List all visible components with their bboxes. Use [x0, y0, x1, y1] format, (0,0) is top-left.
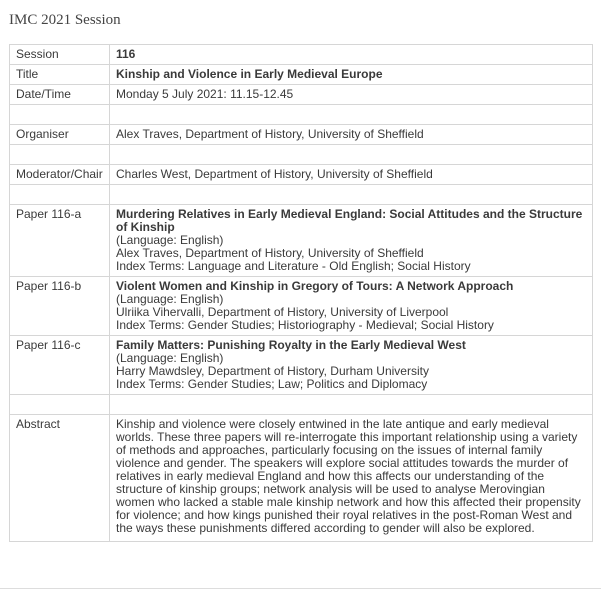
paper-a-title: Murdering Relatives in Early Medieval England: Social Attitudes and the Structure of Kinship	[116, 207, 583, 234]
session-label: Session	[10, 45, 110, 65]
paper-c-details	[110, 336, 593, 395]
abstract-label: Abstract	[10, 415, 110, 542]
organiser-label: Organiser	[10, 125, 110, 145]
title-value	[110, 65, 593, 85]
paper-a-author: Alex Traves, Department of History, University of Sheffield	[116, 246, 424, 260]
organiser-value: Alex Traves, Department of History, University of Sheffield	[110, 125, 593, 145]
moderator-label: Moderator/Chair	[10, 165, 110, 185]
spacer-cell	[110, 185, 593, 205]
paper-b-language: (Language: English)	[116, 292, 224, 306]
spacer-cell	[10, 395, 110, 415]
paper-c-language: (Language: English)	[116, 351, 224, 365]
title-label: Title	[10, 65, 110, 85]
spacer-row	[10, 105, 593, 125]
spacer-cell	[110, 145, 593, 165]
session-value	[110, 45, 593, 65]
paper-c-index-terms: Index Terms: Gender Studies; Law; Politics and Diplomacy	[116, 377, 428, 391]
row-paper-c	[10, 336, 593, 395]
paper-c-label: Paper 116-c	[10, 336, 110, 395]
paper-a-language: (Language: English)	[116, 233, 224, 247]
row-title	[10, 65, 593, 85]
datetime-label: Date/Time	[10, 85, 110, 105]
spacer-cell	[10, 145, 110, 165]
datetime-value: Monday 5 July 2021: 11.15-12.45	[110, 85, 593, 105]
spacer-cell	[10, 105, 110, 125]
spacer-cell	[110, 105, 593, 125]
row-datetime	[10, 85, 593, 105]
session-table	[9, 44, 593, 542]
paper-b-author: Ulriika Vihervalli, Department of History, University of Liverpool	[116, 305, 449, 319]
row-organiser	[10, 125, 593, 145]
row-paper-a	[10, 205, 593, 277]
bottom-divider	[0, 588, 601, 589]
paper-b-details	[110, 277, 593, 336]
abstract-text: Kinship and violence were closely entwined in the late antique and early medieval worlds. These three papers will re-interrogate this important relationship using a variety of methods and approaches, particularly focusing on the issues of internal family violence and gender. The speakers will explore social attitudes towards the murder of relatives in early medieval England and how this affects our understanding of the structure of kinship groups; network analysis will be used to analyse Merovingian women who lacked a stable male kinship network and how this affected their propensity for violence; and how kings punished their royal relatives in the post-Roman West and the ways these punishments differed according to gender will also be explored.	[116, 417, 581, 535]
spacer-row	[10, 145, 593, 165]
paper-a-details	[110, 205, 593, 277]
spacer-cell	[110, 395, 593, 415]
paper-a-label: Paper 116-a	[10, 205, 110, 277]
abstract-cell	[110, 415, 593, 542]
row-abstract	[10, 415, 593, 542]
session-title: Kinship and Violence in Early Medieval Europe	[116, 67, 383, 81]
row-paper-b	[10, 277, 593, 336]
spacer-row	[10, 395, 593, 415]
paper-b-label: Paper 116-b	[10, 277, 110, 336]
row-session	[10, 45, 593, 65]
spacer-row	[10, 185, 593, 205]
paper-a-index-terms: Index Terms: Language and Literature - Old English; Social History	[116, 259, 471, 273]
row-moderator	[10, 165, 593, 185]
session-number: 116	[116, 47, 136, 61]
spacer-cell	[10, 185, 110, 205]
paper-b-title: Violent Women and Kinship in Gregory of Tours: A Network Approach	[116, 279, 514, 293]
paper-b-index-terms: Index Terms: Gender Studies; Historiography - Medieval; Social History	[116, 318, 494, 332]
paper-c-author: Harry Mawdsley, Department of History, Durham University	[116, 364, 429, 378]
page-title: IMC 2021 Session	[9, 12, 121, 28]
paper-c-title: Family Matters: Punishing Royalty in the Early Medieval West	[116, 338, 466, 352]
moderator-value: Charles West, Department of History, University of Sheffield	[110, 165, 593, 185]
